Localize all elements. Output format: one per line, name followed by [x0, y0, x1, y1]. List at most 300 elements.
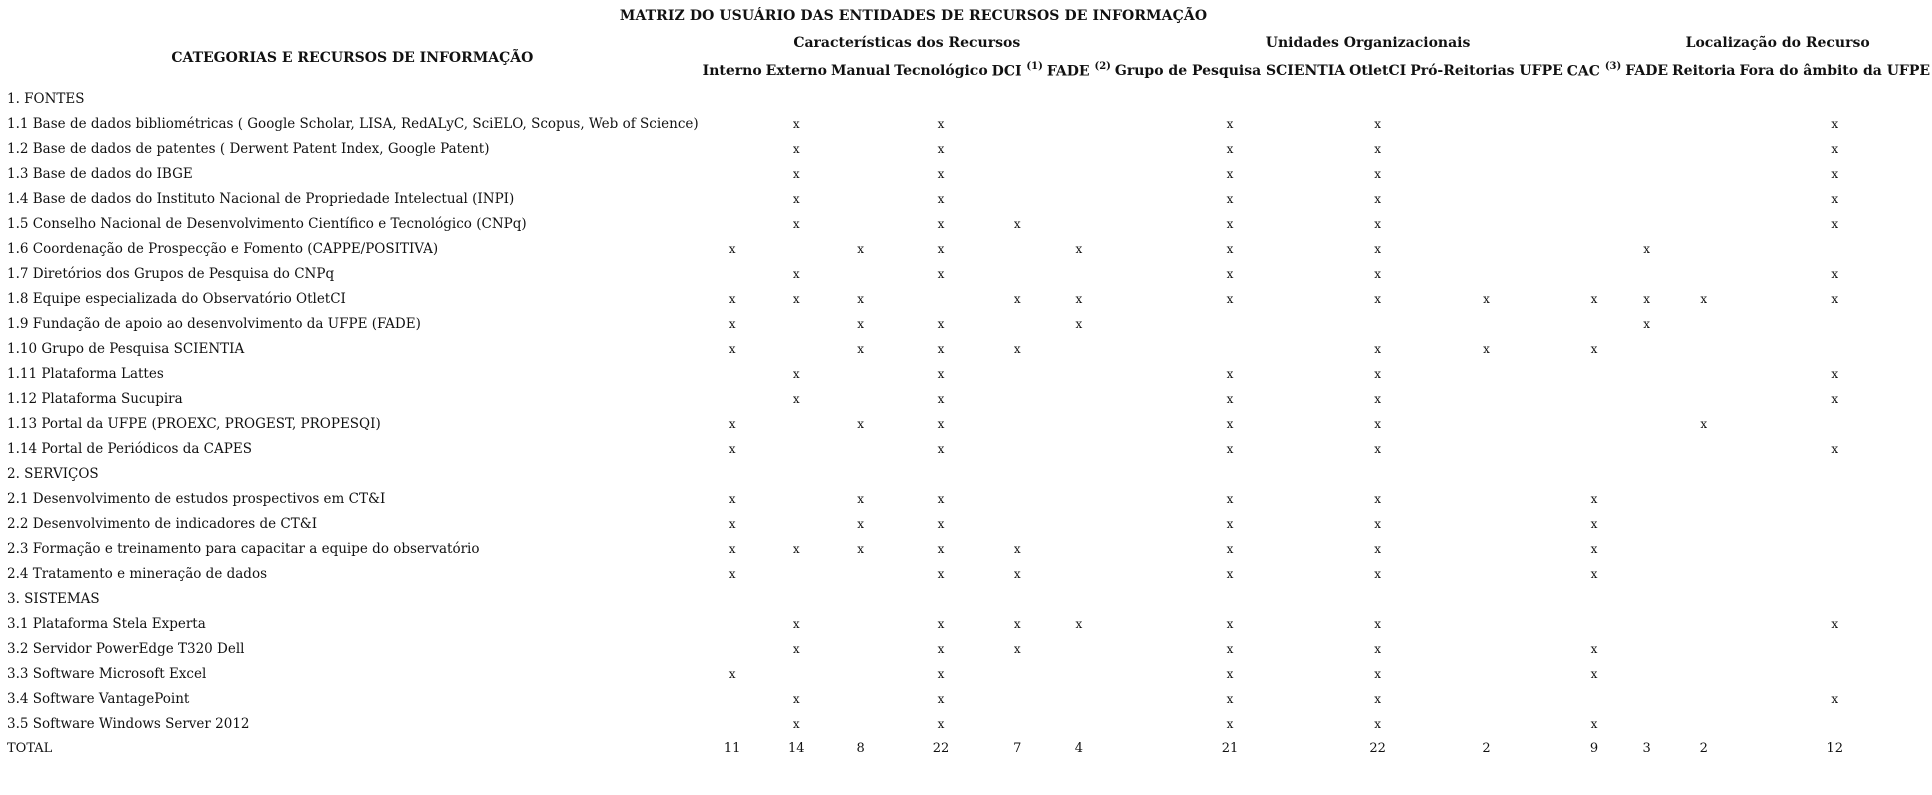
column-header-footnote: (2) — [1094, 61, 1111, 73]
empty-cell — [764, 336, 829, 361]
column-header-label: Grupo de Pesquisa SCIENTIA — [1114, 63, 1346, 79]
mark-cell: x — [1075, 616, 1083, 631]
mark-cell: x — [1226, 491, 1234, 506]
table-row — [4, 536, 1932, 561]
mark-cell: x — [1374, 691, 1382, 706]
mark-cell: x — [1226, 716, 1234, 731]
empty-cell — [1045, 361, 1113, 386]
empty-cell — [829, 586, 892, 611]
empty-cell — [1408, 136, 1565, 161]
empty-cell — [764, 586, 829, 611]
empty-cell — [1565, 236, 1623, 261]
column-header-label: FADE — [1046, 63, 1090, 80]
mark-cell: x — [857, 491, 864, 506]
empty-cell — [829, 361, 892, 386]
mark-cell: x — [1013, 566, 1021, 581]
empty-cell — [1623, 586, 1670, 611]
section-label: 2. SERVIÇOS — [7, 465, 99, 482]
mark-cell: x — [937, 141, 945, 156]
column-header — [1113, 56, 1347, 86]
empty-cell — [1045, 486, 1113, 511]
empty-cell — [892, 286, 989, 311]
mark-cell: x — [728, 491, 736, 506]
empty-cell — [1045, 661, 1113, 686]
total-value: 8 — [856, 741, 865, 756]
mark-cell: x — [728, 441, 736, 456]
empty-cell — [1623, 636, 1670, 661]
empty-cell — [1408, 236, 1565, 261]
empty-cell — [1737, 711, 1932, 736]
mark-cell: x — [792, 291, 800, 306]
total-value: 12 — [1826, 741, 1844, 756]
table-row — [4, 286, 1932, 311]
empty-cell — [1623, 436, 1670, 461]
mark-cell: x — [1374, 341, 1382, 356]
resource-label: 1.8 Equipe especializada do Observatório OtletCI — [7, 290, 346, 307]
empty-cell — [1565, 386, 1623, 411]
empty-cell — [1623, 336, 1670, 361]
empty-cell — [990, 236, 1045, 261]
table-row — [4, 436, 1932, 461]
mark-cell: x — [792, 216, 800, 231]
mark-cell: x — [1374, 266, 1382, 281]
empty-cell — [1623, 161, 1670, 186]
column-header — [990, 56, 1045, 86]
group-header: Características dos Recursos — [793, 35, 1021, 51]
mark-cell: x — [937, 366, 945, 381]
empty-cell — [1408, 436, 1565, 461]
total-label: TOTAL — [7, 741, 53, 756]
empty-cell — [1737, 86, 1932, 111]
mark-cell: x — [1075, 291, 1083, 306]
mark-cell: x — [857, 316, 864, 331]
empty-cell — [701, 636, 764, 661]
empty-cell — [764, 311, 829, 336]
empty-cell — [1623, 561, 1670, 586]
total-row — [4, 736, 1932, 761]
group-header-row — [4, 30, 1932, 56]
empty-cell — [701, 186, 764, 211]
mark-cell: x — [792, 266, 800, 281]
empty-cell — [1670, 386, 1737, 411]
mark-cell: x — [1590, 516, 1598, 531]
empty-cell — [1623, 536, 1670, 561]
mark-cell: x — [792, 641, 800, 656]
mark-cell: x — [1590, 716, 1598, 731]
empty-cell — [1408, 461, 1565, 486]
mark-cell: x — [937, 441, 945, 456]
empty-cell — [1408, 161, 1565, 186]
total-value: 2 — [1482, 741, 1491, 756]
empty-cell — [1408, 411, 1565, 436]
table-row — [4, 311, 1932, 336]
empty-cell — [990, 186, 1045, 211]
empty-cell — [829, 561, 892, 586]
total-value: 21 — [1221, 741, 1239, 756]
empty-cell — [1045, 86, 1113, 111]
empty-cell — [1737, 636, 1932, 661]
mark-cell: x — [1831, 166, 1839, 181]
mark-cell: x — [1226, 291, 1234, 306]
empty-cell — [829, 611, 892, 636]
empty-cell — [701, 136, 764, 161]
mark-cell: x — [1374, 491, 1382, 506]
empty-cell — [701, 161, 764, 186]
empty-cell — [829, 711, 892, 736]
table-row — [4, 661, 1932, 686]
empty-cell — [990, 86, 1045, 111]
empty-cell — [1737, 661, 1932, 686]
mark-cell: x — [728, 416, 736, 431]
empty-cell — [1623, 711, 1670, 736]
empty-cell — [1408, 111, 1565, 136]
mark-cell: x — [1226, 691, 1234, 706]
total-value: 2 — [1699, 741, 1708, 756]
empty-cell — [1670, 136, 1737, 161]
column-header-label: CAC — [1566, 63, 1600, 80]
resource-label: 2.1 Desenvolvimento de estudos prospectivos em CT&I — [7, 490, 386, 507]
mark-cell: x — [1374, 191, 1382, 206]
empty-cell — [1670, 236, 1737, 261]
mark-cell: x — [1374, 516, 1382, 531]
mark-cell: x — [1590, 541, 1598, 556]
empty-cell — [829, 661, 892, 686]
empty-cell — [1670, 711, 1737, 736]
mark-cell: x — [937, 241, 945, 256]
mark-cell: x — [1590, 641, 1598, 656]
column-header-label: Pró-Reitorias UFPE — [1410, 63, 1563, 79]
column-header-label: DCI — [991, 63, 1022, 80]
mark-cell: x — [1831, 191, 1839, 206]
resource-label: 2.3 Formação e treinamento para capacitar a equipe do observatório — [7, 540, 480, 557]
empty-cell — [990, 511, 1045, 536]
mark-cell: x — [1013, 291, 1021, 306]
mark-cell: x — [1374, 616, 1382, 631]
mark-cell: x — [1831, 116, 1839, 131]
column-header — [701, 56, 764, 86]
empty-cell — [990, 411, 1045, 436]
empty-cell — [1045, 211, 1113, 236]
empty-cell — [1623, 261, 1670, 286]
empty-cell — [1045, 586, 1113, 611]
empty-cell — [1670, 311, 1737, 336]
empty-cell — [1670, 111, 1737, 136]
empty-cell — [829, 636, 892, 661]
mark-cell: x — [728, 241, 736, 256]
mark-cell: x — [1831, 391, 1839, 406]
empty-cell — [701, 461, 764, 486]
empty-cell — [1045, 436, 1113, 461]
resource-label: 1.12 Plataforma Sucupira — [7, 390, 183, 407]
empty-cell — [764, 461, 829, 486]
empty-cell — [1670, 511, 1737, 536]
resource-label: 1.1 Base de dados bibliométricas ( Google Scholar, LISA, RedALyC, SciELO, Scopus, Web of Science) — [7, 115, 699, 132]
column-header-label: Externo — [765, 63, 827, 79]
empty-cell — [1670, 536, 1737, 561]
table-row — [4, 211, 1932, 236]
resource-label: 1.9 Fundação de apoio ao desenvolvimento da UFPE (FADE) — [7, 315, 421, 332]
empty-cell — [1045, 686, 1113, 711]
mark-cell: x — [1831, 291, 1839, 306]
table-row — [4, 686, 1932, 711]
mark-cell: x — [1643, 241, 1651, 256]
mark-cell: x — [1374, 541, 1382, 556]
mark-cell: x — [857, 241, 864, 256]
empty-cell — [701, 86, 764, 111]
empty-cell — [829, 386, 892, 411]
mark-cell: x — [1226, 391, 1234, 406]
table-row — [4, 136, 1932, 161]
empty-cell — [1737, 336, 1932, 361]
empty-cell — [1565, 86, 1623, 111]
mark-cell: x — [1374, 666, 1382, 681]
total-value: 9 — [1589, 741, 1599, 756]
column-header-label: Manual — [830, 63, 891, 79]
mark-cell: x — [937, 116, 945, 131]
table-row — [4, 561, 1932, 586]
empty-cell — [764, 661, 829, 686]
table-row — [4, 411, 1932, 436]
resource-label: 2.2 Desenvolvimento de indicadores de CT&I — [7, 515, 318, 532]
mark-cell: x — [1831, 216, 1839, 231]
empty-cell — [1045, 261, 1113, 286]
empty-cell — [1565, 586, 1623, 611]
mark-cell: x — [937, 316, 945, 331]
resource-label: 1.3 Base de dados do IBGE — [7, 165, 193, 182]
empty-cell — [1670, 636, 1737, 661]
column-header — [764, 56, 829, 86]
resource-label: 3.4 Software VantagePoint — [7, 690, 190, 707]
mark-cell: x — [1590, 291, 1598, 306]
mark-cell: x — [937, 166, 945, 181]
empty-cell — [1737, 236, 1932, 261]
empty-cell — [990, 586, 1045, 611]
mark-cell: x — [728, 566, 736, 581]
empty-cell — [1670, 211, 1737, 236]
empty-cell — [1408, 186, 1565, 211]
empty-cell — [829, 111, 892, 136]
mark-cell: x — [792, 391, 800, 406]
empty-cell — [990, 461, 1045, 486]
mark-cell: x — [792, 116, 800, 131]
empty-cell — [701, 361, 764, 386]
mark-cell: x — [1831, 691, 1839, 706]
mark-cell: x — [1643, 316, 1651, 331]
column-header-label: Interno — [702, 63, 762, 79]
empty-cell — [1408, 611, 1565, 636]
empty-cell — [1045, 186, 1113, 211]
mark-cell: x — [1075, 241, 1083, 256]
empty-cell — [1113, 86, 1347, 111]
empty-cell — [1408, 386, 1565, 411]
empty-cell — [1408, 561, 1565, 586]
table-row — [4, 336, 1932, 361]
column-header — [1623, 56, 1670, 86]
table-row — [4, 636, 1932, 661]
empty-cell — [701, 211, 764, 236]
section-label: 3. SISTEMAS — [7, 590, 100, 607]
empty-cell — [829, 186, 892, 211]
table-row — [4, 386, 1932, 411]
mark-cell: x — [1374, 641, 1382, 656]
resource-label: 1.14 Portal de Periódicos da CAPES — [7, 440, 252, 457]
empty-cell — [829, 261, 892, 286]
column-header-footnote: (3) — [1604, 61, 1622, 73]
mark-cell: x — [1831, 441, 1839, 456]
empty-cell — [1045, 636, 1113, 661]
empty-cell — [1565, 211, 1623, 236]
mark-cell: x — [792, 166, 800, 181]
empty-cell — [701, 111, 764, 136]
empty-cell — [1408, 361, 1565, 386]
empty-cell — [1565, 186, 1623, 211]
empty-cell — [701, 386, 764, 411]
group-header: Localização do Recurso — [1685, 35, 1870, 51]
empty-cell — [1737, 486, 1932, 511]
empty-cell — [990, 686, 1045, 711]
mark-cell: x — [1590, 666, 1598, 681]
empty-cell — [829, 136, 892, 161]
mark-cell: x — [937, 616, 945, 631]
empty-cell — [1623, 611, 1670, 636]
mark-cell: x — [1226, 641, 1234, 656]
empty-cell — [1408, 261, 1565, 286]
column-header-label: Reitoria — [1672, 63, 1736, 79]
column-header-label: OtletCI — [1349, 63, 1407, 79]
mark-cell: x — [728, 316, 736, 331]
mark-cell: x — [1374, 716, 1382, 731]
resource-matrix-table — [4, 30, 1932, 761]
mark-cell: x — [1831, 616, 1839, 631]
empty-cell — [1670, 486, 1737, 511]
section-row — [4, 86, 1932, 111]
empty-cell — [1045, 511, 1113, 536]
empty-cell — [1623, 86, 1670, 111]
empty-cell — [1408, 686, 1565, 711]
empty-cell — [1408, 311, 1565, 336]
mark-cell: x — [1483, 341, 1490, 356]
empty-cell — [1737, 411, 1932, 436]
mark-cell: x — [792, 716, 800, 731]
empty-cell — [764, 486, 829, 511]
table-row — [4, 161, 1932, 186]
mark-cell: x — [937, 691, 945, 706]
empty-cell — [1408, 211, 1565, 236]
table-row — [4, 186, 1932, 211]
resource-label: 2.4 Tratamento e mineração de dados — [7, 565, 267, 582]
resource-label: 1.10 Grupo de Pesquisa SCIENTIA — [7, 340, 245, 357]
empty-cell — [1670, 586, 1737, 611]
empty-cell — [1565, 161, 1623, 186]
mark-cell: x — [1013, 541, 1021, 556]
empty-cell — [1347, 311, 1408, 336]
empty-cell — [1113, 311, 1347, 336]
empty-cell — [1045, 336, 1113, 361]
empty-cell — [1045, 386, 1113, 411]
mark-cell: x — [937, 341, 945, 356]
empty-cell — [1045, 161, 1113, 186]
table-row — [4, 236, 1932, 261]
empty-cell — [1670, 361, 1737, 386]
empty-cell — [1623, 111, 1670, 136]
empty-cell — [1737, 561, 1932, 586]
mark-cell: x — [1226, 166, 1234, 181]
section-label: 1. FONTES — [7, 90, 85, 107]
group-header: Unidades Organizacionais — [1265, 35, 1471, 51]
mark-cell: x — [937, 566, 945, 581]
resource-label: 1.13 Portal da UFPE (PROEXC, PROGEST, PROPESQI) — [7, 415, 381, 432]
mark-cell: x — [1013, 616, 1021, 631]
mark-cell: x — [937, 641, 945, 656]
matrix-title: MATRIZ DO USUÁRIO DAS ENTIDADES DE RECURSOS DE INFORMAÇÃO — [619, 8, 1208, 24]
empty-cell — [1565, 411, 1623, 436]
empty-cell — [1347, 586, 1408, 611]
empty-cell — [764, 411, 829, 436]
empty-cell — [1737, 461, 1932, 486]
mark-cell: x — [1013, 216, 1021, 231]
total-value: 22 — [932, 741, 950, 756]
empty-cell — [1623, 661, 1670, 686]
empty-cell — [1737, 536, 1932, 561]
resource-label: 1.6 Coordenação de Prospecção e Fomento (CAPPE/POSITIVA) — [7, 240, 439, 257]
empty-cell — [829, 86, 892, 111]
empty-cell — [1565, 111, 1623, 136]
mark-cell: x — [1374, 566, 1382, 581]
empty-cell — [1113, 586, 1347, 611]
empty-cell — [701, 261, 764, 286]
mark-cell: x — [792, 366, 800, 381]
section-row — [4, 461, 1932, 486]
empty-cell — [764, 561, 829, 586]
mark-cell: x — [1374, 241, 1382, 256]
mark-cell: x — [937, 266, 945, 281]
mark-cell: x — [937, 666, 945, 681]
resource-label: 3.1 Plataforma Stela Experta — [7, 615, 206, 632]
empty-cell — [1565, 611, 1623, 636]
mark-cell: x — [1483, 291, 1490, 306]
mark-cell: x — [1226, 516, 1234, 531]
mark-cell: x — [1226, 616, 1234, 631]
empty-cell — [1408, 536, 1565, 561]
empty-cell — [1670, 561, 1737, 586]
mark-cell: x — [1226, 416, 1234, 431]
empty-cell — [1670, 86, 1737, 111]
mark-cell: x — [728, 666, 736, 681]
mark-cell: x — [857, 516, 864, 531]
mark-cell: x — [1374, 416, 1382, 431]
mark-cell: x — [937, 516, 945, 531]
empty-cell — [1408, 636, 1565, 661]
empty-cell — [892, 461, 989, 486]
mark-cell: x — [1831, 141, 1839, 156]
table-row — [4, 361, 1932, 386]
column-header — [1737, 56, 1932, 86]
empty-cell — [990, 111, 1045, 136]
empty-cell — [764, 86, 829, 111]
total-value: 11 — [723, 741, 741, 756]
mark-cell: x — [857, 541, 864, 556]
empty-cell — [1408, 511, 1565, 536]
empty-cell — [1565, 361, 1623, 386]
resource-label: 3.5 Software Windows Server 2012 — [7, 715, 250, 732]
empty-cell — [1408, 486, 1565, 511]
empty-cell — [892, 86, 989, 111]
resource-label: 1.11 Plataforma Lattes — [7, 365, 164, 382]
empty-cell — [1623, 486, 1670, 511]
mark-cell: x — [792, 616, 800, 631]
empty-cell — [990, 486, 1045, 511]
empty-cell — [1045, 536, 1113, 561]
